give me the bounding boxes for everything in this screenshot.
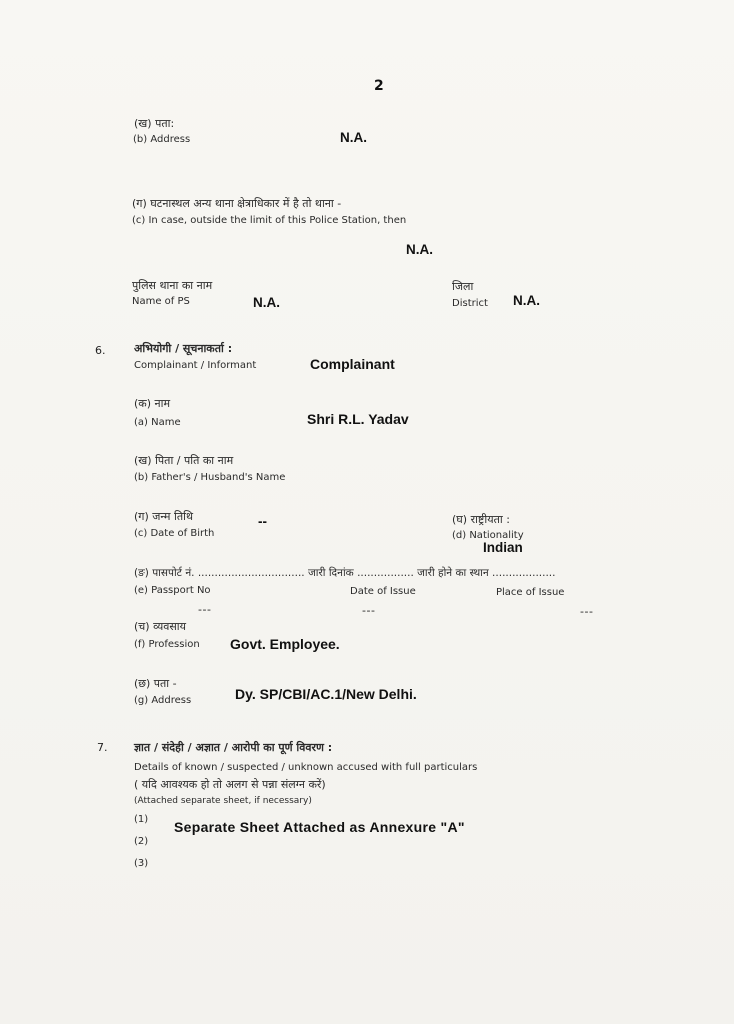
profession-hindi-label: (च) व्यवसाय — [134, 620, 186, 633]
nationality-hindi-label: (घ) राष्ट्रीयता : — [452, 513, 510, 526]
dob-label: (c) Date of Birth — [134, 528, 215, 539]
profession-label: (f) Profession — [134, 639, 200, 650]
passport-label: (e) Passport No — [134, 585, 211, 596]
father-hindi-label: (ख) पिता / पति का नाम — [134, 454, 234, 467]
outside-ps-label: (c) In case, outside the limit of this Police Station, then — [132, 215, 407, 226]
nationality-value: Indian — [483, 540, 523, 555]
complainant-address-hindi-label: (छ) पता - — [134, 677, 177, 690]
annexure-text: Separate Sheet Attached as Annexure "A" — [174, 819, 465, 835]
address-label: (b) Address — [133, 134, 191, 145]
date-of-issue-label: Date of Issue — [350, 586, 416, 597]
passport-no-dash: --- — [198, 603, 212, 616]
name-label: (a) Name — [134, 417, 181, 428]
complainant-address-label: (g) Address — [134, 695, 192, 706]
nationality-label: (d) Nationality — [452, 530, 524, 541]
address-value: N.A. — [340, 130, 367, 145]
district-value: N.A. — [513, 293, 540, 308]
district-hindi-label: जिला — [452, 280, 474, 293]
place-of-issue-dash: --- — [580, 605, 594, 618]
complainant-address-value: Dy. SP/CBI/AC.1/New Delhi. — [235, 686, 417, 702]
section-7-hindi-note: ( यदि आवश्यक हो तो अलग से पन्ना संलग्न करें) — [134, 778, 326, 791]
district-label: District — [452, 298, 488, 309]
ps-name-hindi-label: पुलिस थाना का नाम — [132, 279, 213, 292]
section-7-number: 7. — [97, 741, 108, 754]
section-7-note: (Attached separate sheet, if necessary) — [134, 796, 312, 806]
date-of-issue-dash: --- — [362, 604, 376, 617]
place-of-issue-label: Place of Issue — [496, 587, 565, 598]
name-hindi-label: (क) नाम — [134, 397, 171, 410]
dob-hindi-label: (ग) जन्म तिथि — [134, 510, 194, 523]
complainant-value: Complainant — [310, 356, 395, 372]
passport-hindi-line: (ङ) पासपोर्ट नं. ................................ जारी दिनांक ................. जारी होने का स्थान ................... — [134, 567, 556, 579]
address-hindi-label: (ख) पता: — [134, 117, 175, 130]
page-number: 2 — [374, 78, 384, 94]
accused-item-2: (2) — [134, 836, 149, 847]
section-7-hindi-heading: ज्ञात / संदेही / अज्ञात / आरोपी का पूर्ण विवरण : — [134, 741, 333, 754]
section-6-hindi-heading: अभियोगी / सूचनाकर्ता : — [134, 342, 233, 355]
section-6-number: 6. — [95, 344, 106, 357]
ps-name-label: Name of PS — [132, 296, 190, 307]
father-label: (b) Father's / Husband's Name — [134, 472, 286, 483]
outside-ps-hindi-label: (ग) घटनास्थल अन्य थाना क्षेत्राधिकार में है तो थाना - — [132, 197, 342, 210]
name-value: Shri R.L. Yadav — [307, 411, 409, 427]
section-6-heading: Complainant / Informant — [134, 360, 257, 371]
ps-name-value: N.A. — [253, 295, 280, 310]
profession-value: Govt. Employee. — [230, 636, 340, 652]
accused-item-1: (1) — [134, 814, 149, 825]
accused-item-3: (3) — [134, 858, 149, 869]
section-7-heading: Details of known / suspected / unknown accused with full particulars — [134, 762, 478, 773]
outside-ps-value: N.A. — [406, 242, 433, 257]
dob-value: -- — [258, 514, 267, 529]
